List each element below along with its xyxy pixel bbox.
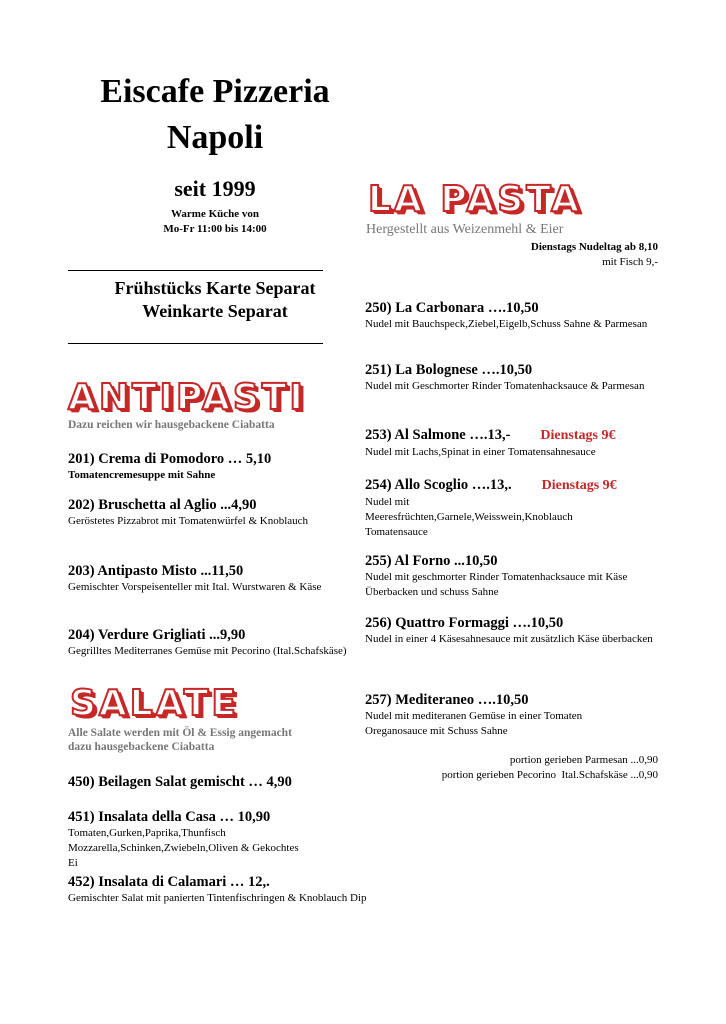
item-name: 257) Mediteraneo ….10,50 <box>365 692 529 708</box>
menu-item <box>365 552 645 600</box>
menu-item <box>68 808 368 871</box>
item-desc: Gemischter Vorspeisenteller mit Ital. Wurstwaren & Käse <box>68 581 322 593</box>
item-name: 253) Al Salmone ….13,- <box>365 427 511 443</box>
item-name: 203) Antipasto Misto ...11,50 <box>68 563 244 579</box>
item-name: 256) Quattro Formaggi ….10,50 <box>365 615 564 631</box>
hours-line2: Mo-Fr 11:00 bis 14:00 <box>163 223 267 235</box>
menu-item <box>68 450 368 483</box>
item-name: 202) Bruschetta al Aglio ...4,90 <box>68 497 257 513</box>
divider <box>68 270 323 271</box>
divider <box>68 343 323 344</box>
extra-pecorino: portion gerieben Pecorino Ital.Schafskäse ...0,90 <box>441 769 658 781</box>
item-desc-wrap <box>365 495 573 540</box>
item-desc: Nudel mit Geschmorter Rinder Tomatenhacksauce & Parmesan <box>365 380 645 392</box>
hours-line1: Warme Küche von <box>171 208 259 220</box>
note-wine: Weinkarte Separat <box>142 301 288 321</box>
menu-item <box>68 496 368 529</box>
item-desc: Nudel in einer 4 Käsesahnesauce mit zusätzlich Käse überbacken <box>365 633 653 645</box>
special-price: Dienstags 9€ <box>541 478 617 493</box>
item-name: 450) Beilagen Salat gemischt … 4,90 <box>68 774 292 790</box>
title-line1: Eiscafe Pizzeria <box>100 73 330 110</box>
title-line2: Napoli <box>166 119 264 156</box>
menu-item <box>68 873 368 906</box>
salate-subtitle1: Alle Salate werden mit Öl & Essig angemacht <box>68 727 292 739</box>
item-name: 204) Verdure Grigliati ...9,90 <box>68 627 246 643</box>
item-desc: Tomatencremesuppe mit Sahne <box>68 469 216 481</box>
menu-item <box>68 773 368 791</box>
pasta-subtitle: Hergestellt aus Weizenmehl & Eier <box>366 222 564 237</box>
special-price: Dienstags 9€ <box>540 428 616 443</box>
item-desc: Tomaten,Gurken,Paprika,Thunfisch Mozzarella,Schinken,Zwiebeln,Oliven & Gekochtes Ei <box>68 827 299 869</box>
note-breakfast: Frühstücks Karte Separat <box>114 278 316 298</box>
antipasti-heading: ANTIPASTI <box>68 377 306 418</box>
menu-item <box>365 476 635 540</box>
menu-item <box>68 562 368 595</box>
menu-item <box>365 361 665 394</box>
salate-subtitle2: dazu hausgebackene Ciabatta <box>68 741 215 753</box>
item-name: 255) Al Forno ...10,50 <box>365 553 498 569</box>
item-desc: Geröstetes Pizzabrot mit Tomatenwürfel & Knoblauch <box>68 515 309 527</box>
menu-item <box>365 691 645 739</box>
salate-heading: SALATE <box>70 683 239 724</box>
item-name: 254) Allo Scoglio ….13,. <box>365 477 512 493</box>
item-desc: Nudel mit geschmorter Rinder Tomatenhacksauce mit Käse Überbacken und schuss Sahne <box>365 571 628 598</box>
item-desc: Gemischter Salat mit panierten Tintenfischringen & Knoblauch Dip <box>68 892 367 904</box>
item-name: 452) Insalata di Calamari … 12,. <box>68 874 270 890</box>
item-name: 251) La Bolognese ….10,50 <box>365 362 533 378</box>
item-name: 250) La Carbonara ….10,50 <box>365 300 539 316</box>
fish-note: mit Fisch 9,- <box>602 256 658 268</box>
item-desc: Nudel mit Bauchspeck,Ziebel,Eigelb,Schuss Sahne & Parmesan <box>365 318 648 330</box>
menu-item <box>68 626 368 659</box>
since: seit 1999 <box>174 176 256 201</box>
item-desc: Nudel mit Meeresfrüchten,Garnele,Weisswein,Knoblauch Tomatensauce <box>365 496 573 538</box>
menu-item <box>365 614 665 647</box>
antipasti-subtitle: Dazu reichen wir hausgebackene Ciabatta <box>68 419 275 431</box>
tuesday-note: Dienstags Nudeltag ab 8,10 <box>530 241 658 253</box>
menu-item <box>365 426 665 460</box>
item-name: 451) Insalata della Casa … 10,90 <box>68 809 271 825</box>
item-desc: Nudel mit Lachs,Spinat in einer Tomatensahnesauce <box>365 446 596 458</box>
item-desc: Gegrilltes Mediterranes Gemüse mit Pecorino (Ital.Schafskäse) <box>68 645 347 657</box>
item-name: 201) Crema di Pomodoro … 5,10 <box>68 451 272 467</box>
menu-item <box>365 299 665 332</box>
item-desc: Nudel mit mediteranen Gemüse in einer Tomaten Oreganosauce mit Schuss Sahne <box>365 710 583 737</box>
extra-parmesan: portion gerieben Parmesan ...0,90 <box>509 754 658 766</box>
pasta-heading: LA PASTA <box>368 179 582 220</box>
